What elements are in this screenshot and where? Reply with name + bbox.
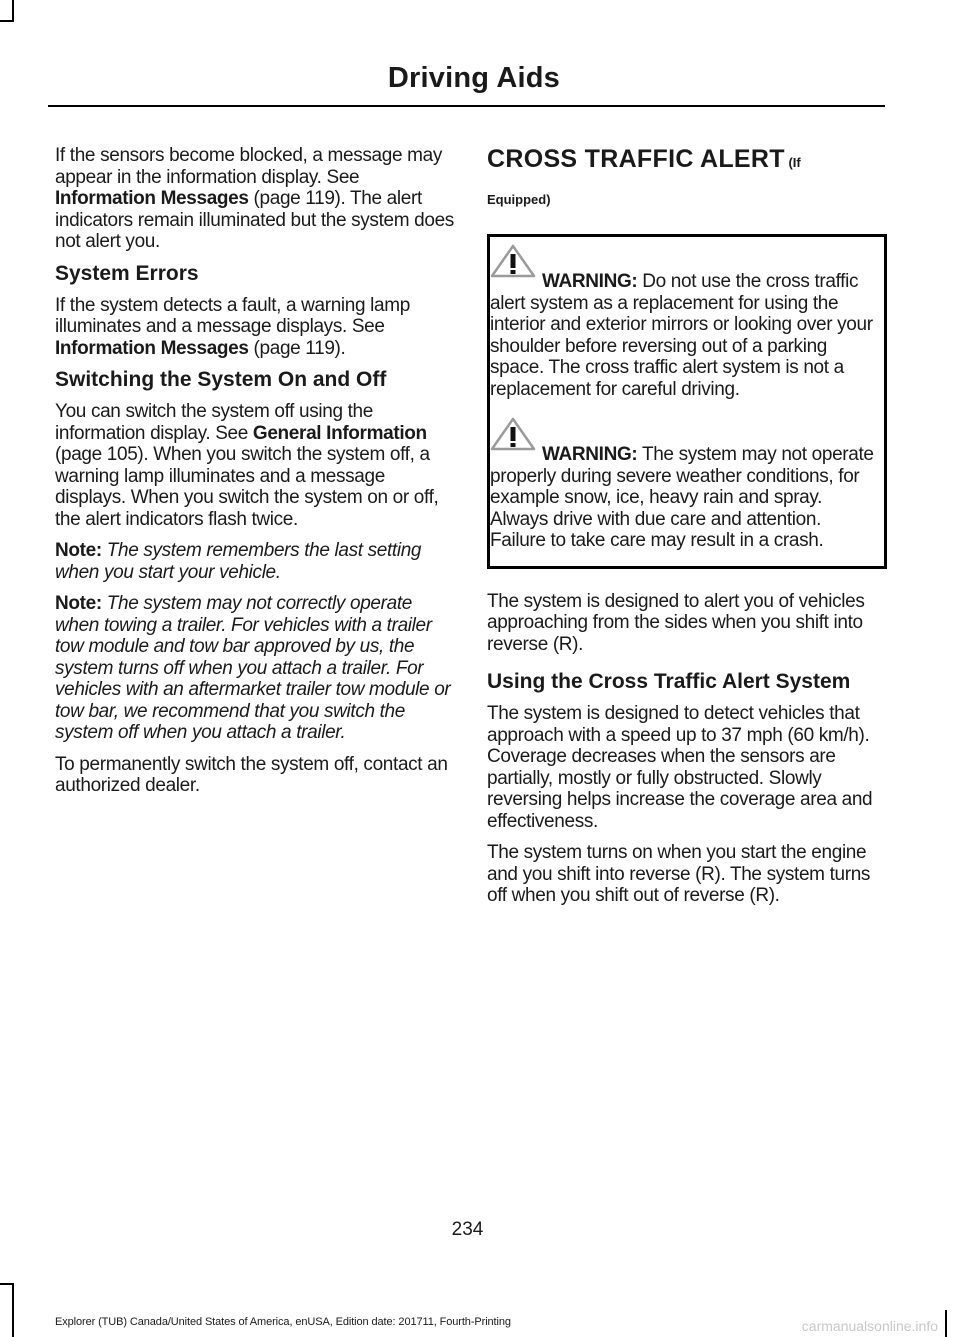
paragraph: If the system detects a fault, a warning lamp illuminates and a message displays. See Information Messages (page 119). xyxy=(55,294,410,359)
crop-mark xyxy=(0,1283,14,1285)
paragraph: The system turns on when you start the engine and you shift into reverse (R). The system turns off when you shift out of reverse (R). xyxy=(487,842,871,906)
left-column xyxy=(55,145,455,807)
cross-reference-link[interactable]: Information Messages xyxy=(55,337,249,359)
paragraph: The system is designed to detect vehicles that approach with a speed up to 37 mph (60 km/h). Coverage decreases when the sensors are partially, mostly or fully obstructed. Slowly reversing helps increase the coverage area and effectiveness. xyxy=(487,703,873,832)
cross-reference-link[interactable]: General Information xyxy=(252,422,427,444)
paragraph: The system is designed to alert you of vehicles approaching from the sides when you shift into reverse (R). xyxy=(487,590,865,655)
section-heading-cross-traffic-alert: CROSS TRAFFIC ALERT (If xyxy=(487,145,801,173)
warning-item: WARNING: Do not use the cross traffic alert system as a replacement for using the interior and exterior mirrors or looking over your shoulder before reversing out of a parking space. The cross traffic alert system is not a replacement for careful driving. xyxy=(490,271,878,400)
crop-mark xyxy=(12,1283,14,1337)
paragraph: To permanently switch the system off, contact an authorized dealer. xyxy=(55,753,448,796)
section-heading-system-errors: System Errors xyxy=(55,261,199,285)
crop-mark xyxy=(0,20,14,22)
page-title: Driving Aids xyxy=(387,62,560,94)
header-divider xyxy=(48,105,885,107)
warning-item: WARNING: The system may not operate properly during severe weather conditions, for example snow, ice, heavy rain and spray. Always drive with due care and attention. Failure to take care may result in a crash. xyxy=(490,444,878,552)
paragraph: If the sensors become blocked, a message may appear in the information display. See Information Messages (page 119). The alert indicators remain illuminated but the system does not alert you. xyxy=(55,145,454,252)
warning-triangle-icon xyxy=(488,416,538,452)
warning-box xyxy=(487,234,887,569)
warning-triangle-icon xyxy=(488,243,538,279)
equipped-note: Equipped) xyxy=(487,192,551,207)
cross-reference-link[interactable]: Information Messages xyxy=(55,188,249,209)
edition-footer: Explorer (TUB) Canada/United States of America, enUSA, Edition date: 201711, Fourth-Printing xyxy=(55,1316,511,1328)
page-number: 234 xyxy=(451,1219,484,1240)
right-column xyxy=(487,145,887,917)
note: Note: The system may not correctly operate when towing a trailer. For vehicles with a trailer tow module and tow bar approved by us, the system turns off when you attach a trailer. For vehicles with an aftermarket trailer tow module or tow bar, we recommend that you switch the system off when you attach a trailer. xyxy=(55,593,451,743)
crop-mark xyxy=(945,1310,947,1337)
note: Note: The system remembers the last setting when you start your vehicle. xyxy=(55,540,422,583)
section-heading-switching: Switching the System On and Off xyxy=(55,368,387,391)
section-heading-using-cta: Using the Cross Traffic Alert System xyxy=(487,670,851,693)
paragraph: You can switch the system off using the information display. See General Information (page 105). When you switch the system off, a warning lamp illuminates and a message displays. When you switch the system on or off, the alert indicators flash twice. xyxy=(55,401,439,530)
crop-mark xyxy=(12,0,14,20)
watermark: carmanualsonline.info xyxy=(801,1318,938,1334)
